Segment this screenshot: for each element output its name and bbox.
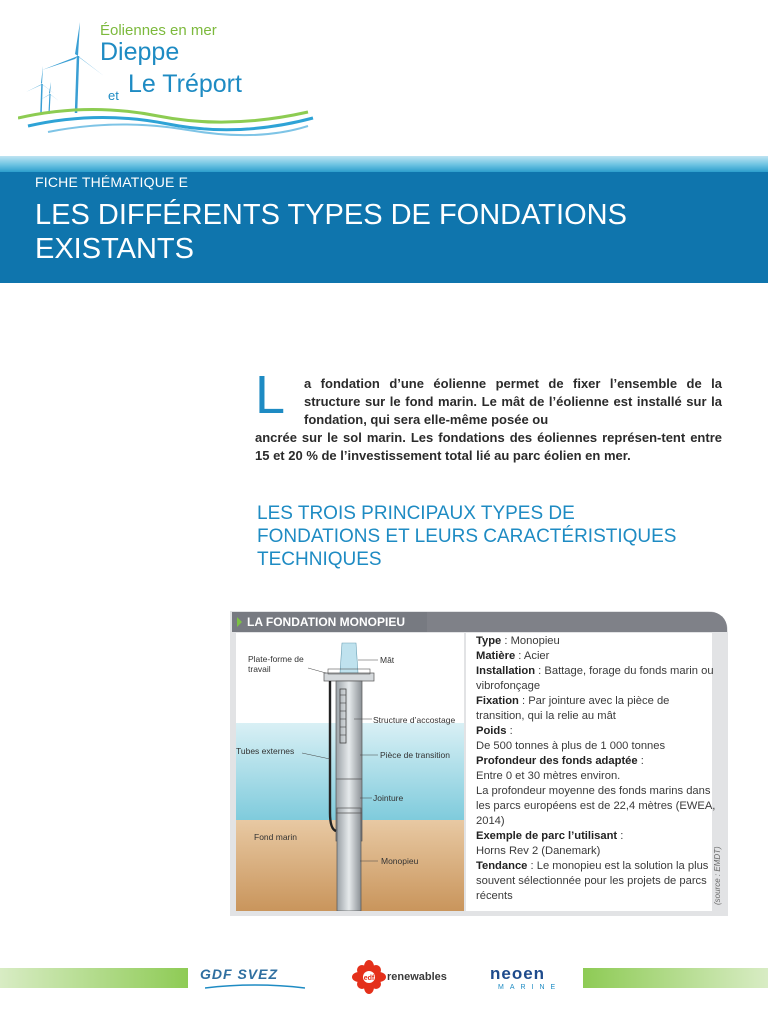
spec-depth-detail-2: La profondeur moyenne des fonds marins dans les parcs européens est de 22,4 mètres (EWEA, 2014) xyxy=(476,785,716,827)
spec-material: Matière : Acier xyxy=(476,650,550,662)
spec-trend: Tendance : Le monopieu est la solution la plus souvent sélectionnée pour les projets de parcs récents xyxy=(476,860,709,902)
intro-paragraph-start: a fondation d’une éolienne permet de fixer l’ensemble de la structure sur le fond marin. Le mât de l’éolienne est installé sur la fondation, qui sera elle-même posée ou xyxy=(304,376,722,427)
edf-logo-text: edf xyxy=(363,975,375,982)
water-texture-strip xyxy=(0,156,768,172)
spec-example-detail: Horns Rev 2 (Danemark) xyxy=(476,845,601,857)
label-boat-landing: Structure d’accostage xyxy=(373,715,456,725)
dieppe-treport-logo xyxy=(18,18,318,143)
monopile-diagram xyxy=(236,633,464,911)
footer-bar-left xyxy=(0,968,188,988)
logo-city-1: Dieppe xyxy=(100,38,180,66)
dropcap-letter: L xyxy=(255,365,286,425)
neoen-logo: neoen xyxy=(490,964,546,983)
logo-tagline: Éoliennes en mer xyxy=(100,22,217,39)
footer-bar-right xyxy=(583,968,768,988)
spec-depth-detail-1: Entre 0 et 30 mètres environ. xyxy=(476,770,621,782)
logo-city-2: Le Tréport xyxy=(128,70,242,98)
gdf-suez-logo: GDF SVEZ xyxy=(200,966,279,982)
spec-fixation: Fixation : Par jointure avec la pièce de transition, qui la relie au mât xyxy=(476,695,670,722)
gdf-swoosh-icon xyxy=(205,984,305,990)
label-monopile: Monopieu xyxy=(381,856,419,866)
label-transition-piece: Pièce de transition xyxy=(380,750,450,760)
label-platform: Plate-forme de travail xyxy=(248,654,304,674)
specs-list xyxy=(476,634,716,904)
spec-example: Exemple de parc l’utilisant : xyxy=(476,830,624,842)
neoen-marine-label: MARINE xyxy=(498,984,562,991)
edf-renewables-logo: renewables xyxy=(387,971,447,983)
page-title: LES DIFFÉRENTS TYPES DE FONDATIONS EXISTANTS xyxy=(35,199,627,265)
logo-conjunction: et xyxy=(108,88,119,103)
spec-weight-detail: De 500 tonnes à plus de 1 000 tonnes xyxy=(476,740,666,752)
intro-paragraph-end: ancrée sur le sol marin. Les fondations des éoliennes représen-tent entre 15 et 20 % de l’investissement total lié au parc éolien en mer. xyxy=(255,430,722,463)
card-title: LA FONDATION MONOPIEU xyxy=(247,615,405,629)
spec-type: Type : Monopieu xyxy=(476,635,560,647)
edf-flower-icon xyxy=(352,960,386,994)
spec-installation: Installation : Battage, forage du fonds marin ou vibrofonçage xyxy=(476,665,714,692)
mast-shape xyxy=(340,643,358,673)
label-mast: Mât xyxy=(380,655,395,665)
label-external-tubes: Tubes externes xyxy=(236,746,295,756)
label-seabed: Fond marin xyxy=(254,832,297,842)
label-joint: Jointure xyxy=(373,793,404,803)
monopile-shape xyxy=(337,808,361,911)
sheet-kicker: FICHE THÉMATIQUE E xyxy=(35,174,189,190)
section-subtitle: LES TROIS PRINCIPAUX TYPES DE FONDATIONS ET LEURS CARACTÉRISTIQUES TECHNIQUES xyxy=(257,503,677,570)
spec-depth: Profondeur des fonds adaptée : xyxy=(476,755,644,767)
source-note: (source : EMDT) xyxy=(713,846,722,905)
spec-weight: Poids : xyxy=(476,725,513,737)
